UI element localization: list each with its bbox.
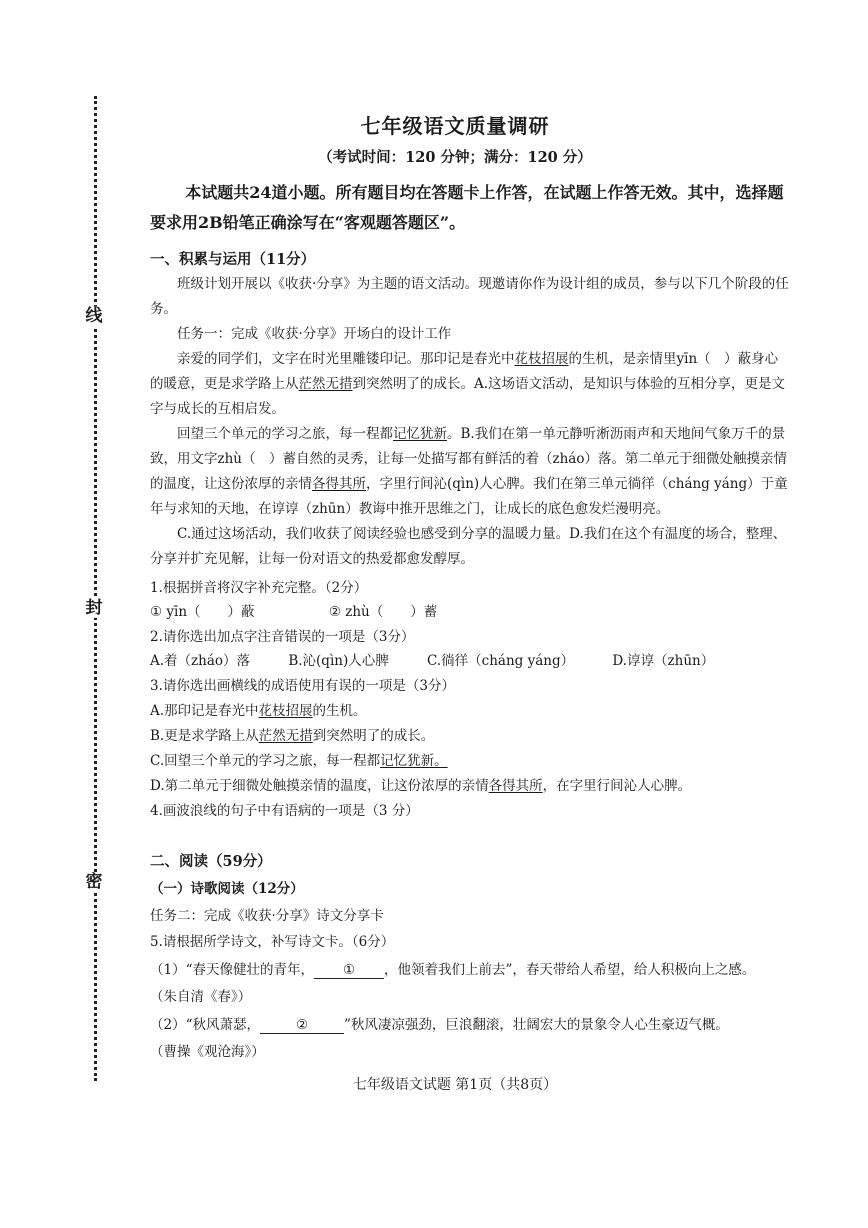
q3-option-c: C.回望三个单元的学习之旅，每一程都记忆犹新。 [150,753,448,769]
q2-option-a: A.着（zháo）落 [150,653,251,669]
question-2-options [150,649,790,669]
margin-char-secret: 密 [85,872,103,892]
margin-dotted-line [94,96,97,1081]
q2-option-b: B.沁(qìn)人心脾 [288,653,389,669]
passage-paragraph-3: C.通过这场活动，我们收获了阅读经验也感受到分享的温暖力量。D.我们在这个有温度的场合，整理、分享并扩充见解，让每一份对语文的热爱都愈发醇厚。 [150,526,787,567]
margin-char-line: 线 [85,306,103,326]
q2-option-d: D.谆谆（zhūn） [612,653,715,669]
answer-blank-2[interactable]: ② [260,1017,344,1034]
poetry-subheading: （一）诗歌阅读（12分） [150,881,304,897]
answer-blank-1[interactable]: ① [314,962,384,979]
q5-item-1-source: （朱自清《春》） [150,989,252,1005]
q5-item-1: （1）“春天像健壮的青年， ① ，他领着我们上前去”，春天带给人希望，给人积极向上之感。 [150,962,756,978]
q2-option-c: C.徜徉（cháng yáng） [427,653,575,669]
margin-char-seal: 封 [85,598,103,618]
section1-heading: 一、积累与运用（11分） [150,251,316,268]
passage-paragraph-1: 亲爱的同学们，文字在时光里雕镂印记。那印记是春光中花枝招展的生机，是亲情里yīn（ ）蔽身心的暖意，更是求学路上从茫然无措到突然明了的成长。A.这场语文活动，是知识与体验的互相分享，更是文字与成长的互相启发。 [150,351,786,417]
q5-item-2-source: （曹操《观沧海》） [150,1044,265,1060]
q1-option-b: ② zhù（ ）蓄 [328,604,438,620]
q3-option-d: D.第二单元于细微处触摸亲情的温度，让这份浓厚的亲情各得其所，在字里行间沁人心脾。 [150,778,692,794]
section1-intro: 班级计划开展以《收获·分享》为主题的语文活动。现邀请你作为设计组的成员，参与以下几个阶段的任务。 [150,276,789,317]
exam-title: 七年级语文质量调研 [360,114,550,138]
exam-subtitle: （考试时间：120 分钟；满分：120 分） [318,149,592,166]
task1-label: 任务一：完成《收获·分享》开场白的设计工作 [177,326,452,342]
passage-paragraph-2: 回望三个单元的学习之旅，每一程都记忆犹新。B.我们在第一单元静听淅沥雨声和天地间气象万千的景致，用文字zhù（ ）蓄自然的灵秀，让每一处描写都有鲜活的着（zháo）落。第二单元于细微处触摸亲情的温度，让这份浓厚的亲情各得其所，字里行间沁(qìn)人心脾。我们在第三单元徜徉（cháng yáng）于童年与求知的天地，在谆谆（zhūn）教诲中推开思维之门，让成长的底色愈发烂漫明亮。 [150,426,788,517]
section2-heading: 二、阅读（59分） [150,853,272,870]
task2-label: 任务二：完成《收获·分享》诗文分享卡 [150,908,384,924]
exam-notice: 本试题共24道小题。所有题目均在答题卡上作答，在试题上作答无效。其中，选择题要求用2B铅笔正确涂写在“客观题答题区”。 [150,183,784,232]
question-1: 1.根据拼音将汉字补充完整。（2分） [150,580,368,596]
q5-item-2: （2）“秋风萧瑟， ② ”秋风凄凉强劲，巨浪翻滚，壮阔宏大的景象令人心生豪迈气概。 [150,1017,729,1033]
question-5: 5.请根据所学诗文，补写诗文卡。（6分） [150,934,395,950]
q3-option-b: B.更是求学路上从茫然无措到突然明了的成长。 [150,728,435,744]
question-3: 3.请你选出画横线的成语使用有误的一项是（3分） [150,678,455,694]
page-footer: 七年级语文试题 第1页（共8页） [352,1077,558,1093]
question-4: 4.画波浪线的句子中有语病的一项是（3 分） [150,803,419,819]
question-1-options [150,600,790,620]
question-2: 2.请你选出加点字注音错误的一项是（3分） [150,629,415,645]
q1-option-a: ① yīn（ ）蔽 [150,604,255,620]
q3-option-a: A.那印记是春光中花枝招展的生机。 [150,703,367,719]
